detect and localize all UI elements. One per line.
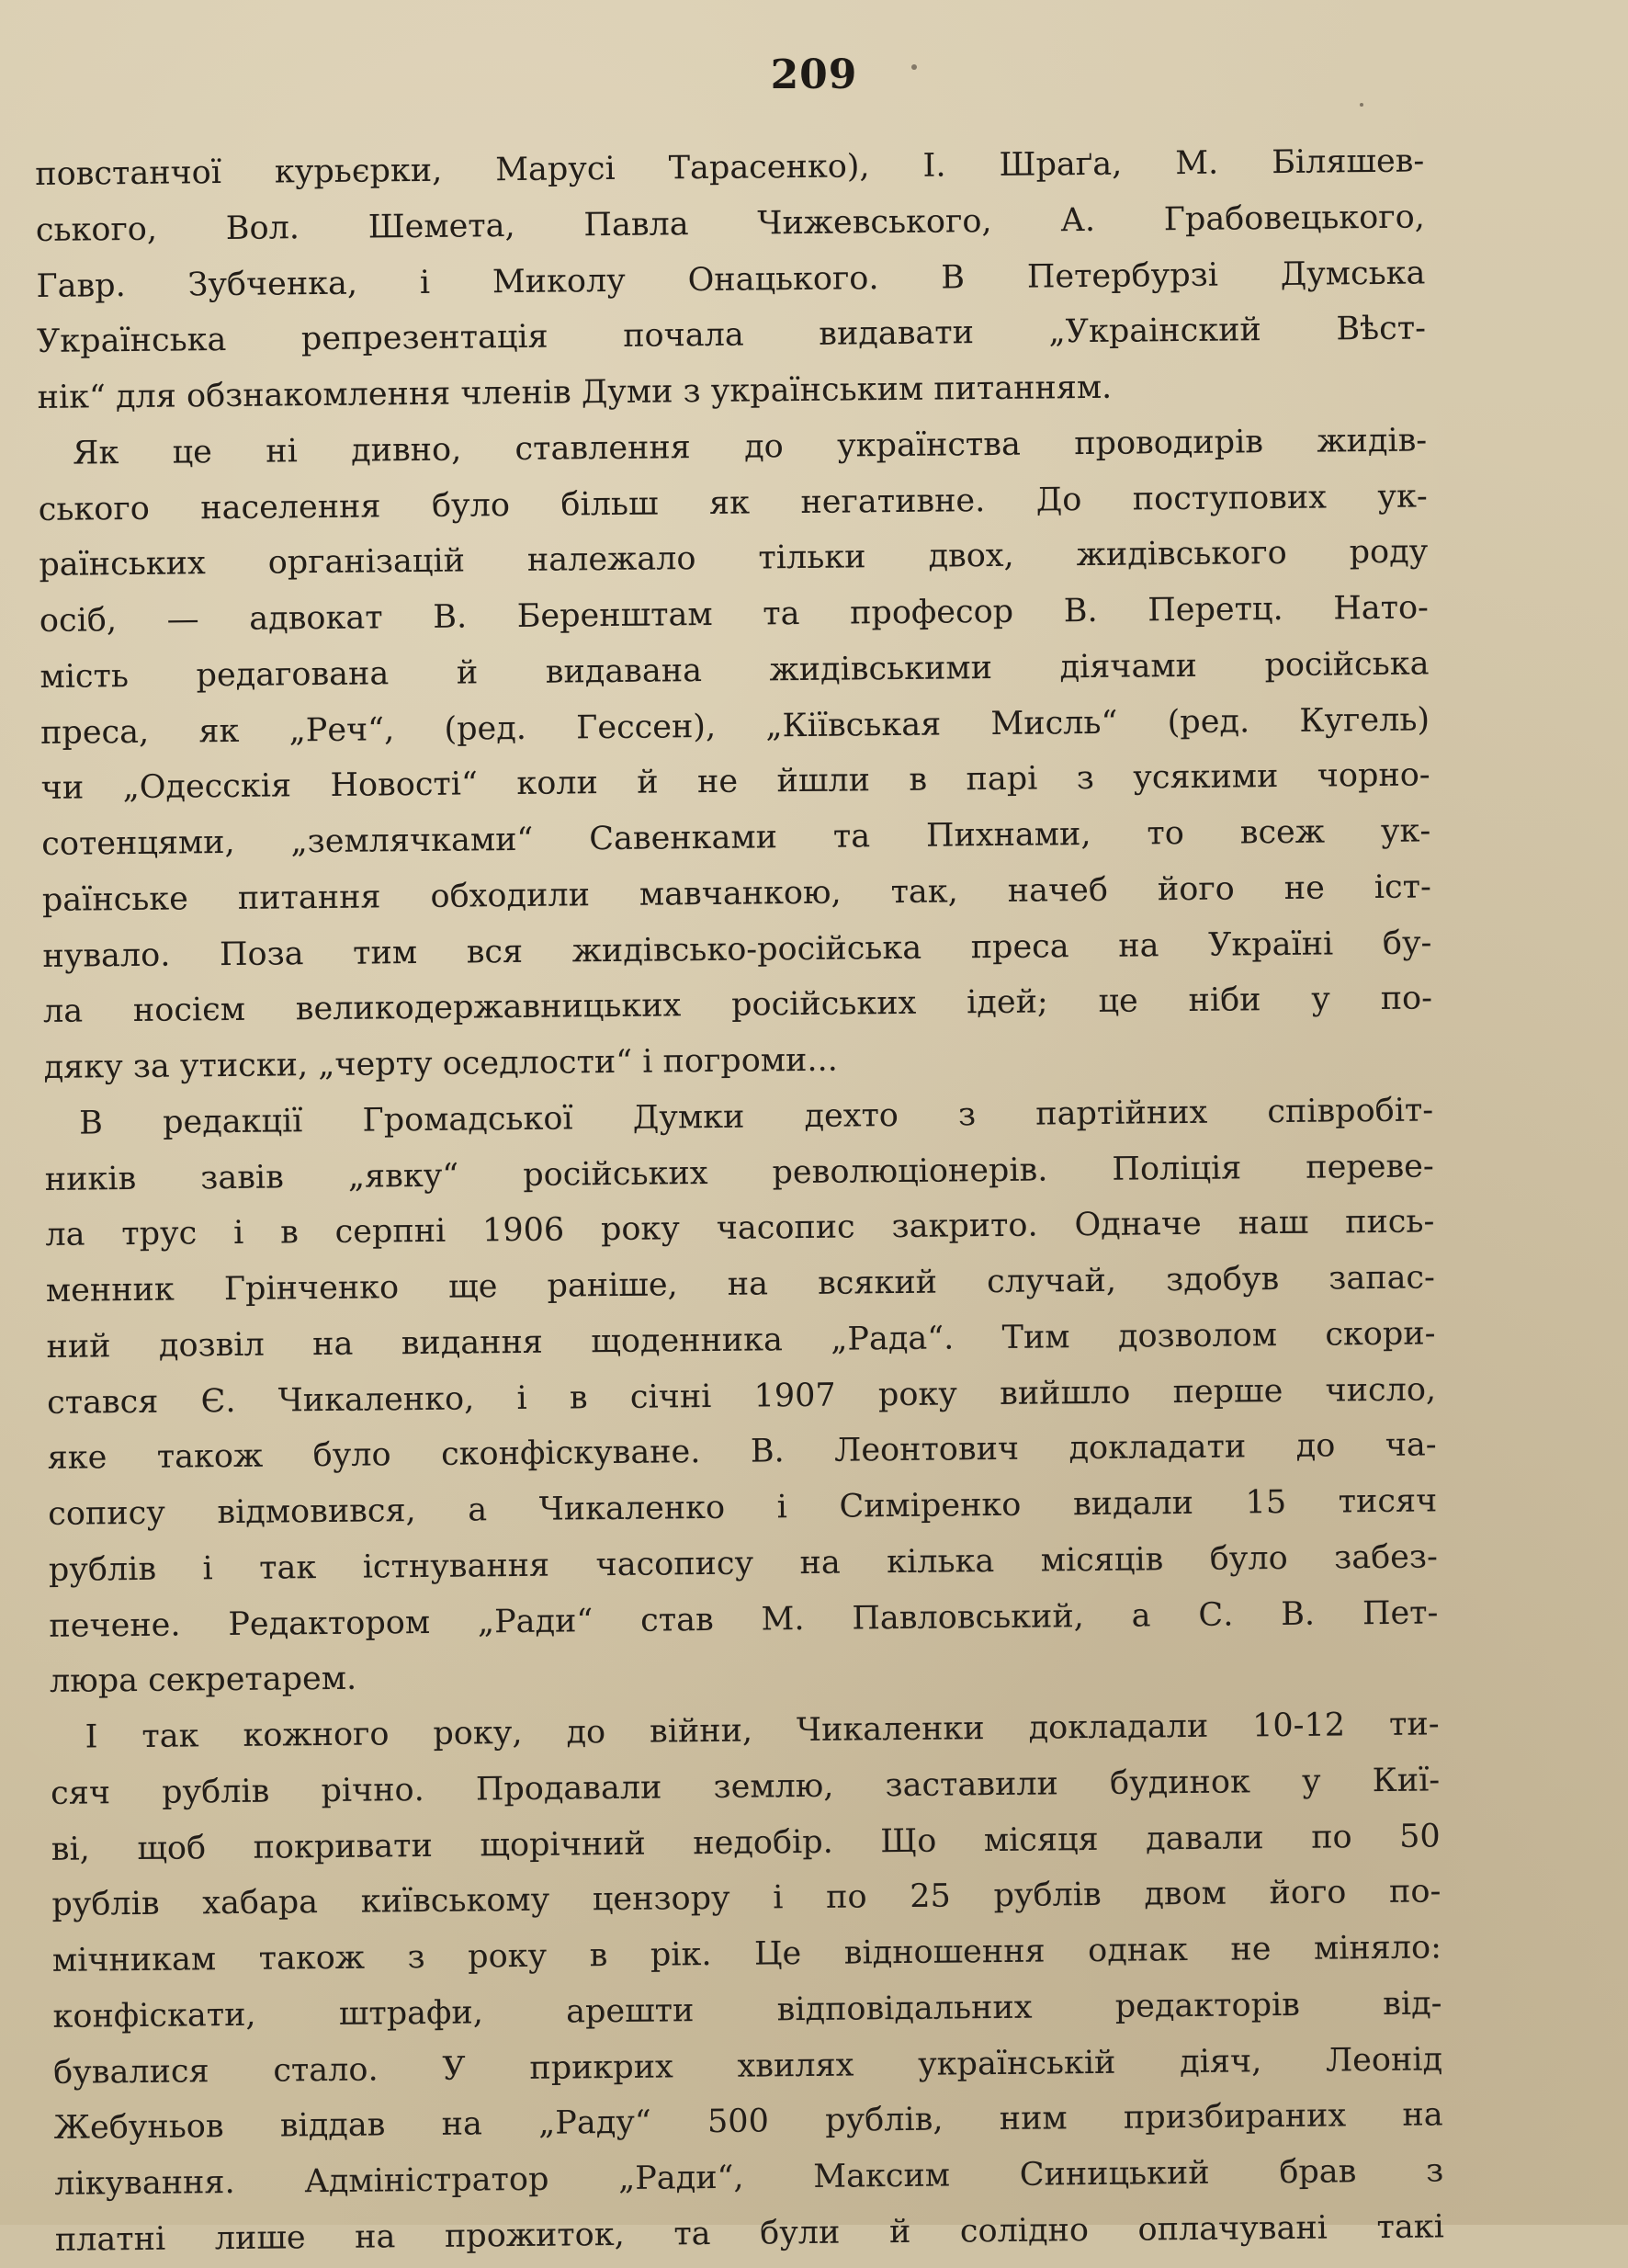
text-line: люра секретарем.: [49, 1660, 357, 1701]
text-line: дяку за утиски, „черту оседлости“ і погроми...: [43, 1041, 838, 1086]
text-line: ського населення було більш як негативне. До поступових ук-: [38, 477, 1428, 528]
text-line: ві, щоб покривати щорічний недобір. Що місяця давали по 50: [51, 1817, 1441, 1868]
text-line: повстанчої курьєрки, Марусі Тарасенко), І. Шраґа, М. Біляшев-: [35, 142, 1425, 193]
text-line: ників завів „явку“ російських революціонерів. Поліція переве-: [44, 1147, 1434, 1198]
text-line: Як це ні дивно, ставлення до українства проводирів жидів-: [73, 422, 1428, 472]
text-line: мість редагована й видавана жидівськими діячами російська: [40, 645, 1430, 696]
text-line: бувалися стало. У прикрих хвилях українській діяч, Леонід: [52, 2040, 1443, 2092]
ink-speck: [1360, 103, 1363, 107]
text-line: яке також було сконфіскуване. В. Леонтович докладати до ча-: [47, 1426, 1437, 1478]
text-line: печене. Редактором „Ради“ став М. Павловський, а С. В. Пет-: [49, 1593, 1439, 1645]
text-line: раїнське питання обходили мавчанкою, так, начеб його не іст-: [41, 868, 1431, 919]
text-line: ла носієм великодержавницьких російських ідей; це ніби у по-: [42, 980, 1433, 1031]
text-line: І так кожного року, до війни, Чикаленки докладали 10-12 ти-: [85, 1706, 1440, 1756]
text-line: ла трус і в серпні 1906 року часопис закрито. Одначе наш пись-: [45, 1203, 1435, 1254]
text-line: платні лише на прожиток, та були й солідно оплачувані такі: [54, 2208, 1444, 2259]
ink-speck: [911, 64, 917, 70]
text-line: ний дозвіл на видання щоденника „Рада“. Тим дозволом скори-: [46, 1315, 1436, 1366]
text-line: менник Грінченко ще раніше, на всякий случай, здобув запас-: [45, 1259, 1436, 1310]
text-line: преса, як „Реч“, (ред. Гессен), „Кіївськая Мисль“ (ред. Кугель): [40, 700, 1430, 752]
text-line: чи „Одесскія Новості“ коли й не йшли в парі з усякими чорно-: [40, 756, 1430, 808]
text-line: Гавр. Зубченка, і Миколу Онацького. В Петербурзі Думська: [36, 254, 1426, 305]
text-line: раїнських організацій належало тільки двох, жидівського роду: [39, 533, 1429, 584]
text-line: Жебуньов віддав на „Раду“ 500 рублів, ним призбираних на: [53, 2096, 1443, 2148]
text-line: осіб, — адвокат В. Беренштам та професор В. Перетц. Нато-: [39, 589, 1430, 640]
text-line: ського, Вол. Шемета, Павла Чижевського, А. Грабовецького,: [35, 198, 1425, 249]
text-line: сотенцями, „землячками“ Савенками та Пихнами, то всеж ук-: [41, 812, 1431, 863]
text-line: лікування. Адміністратор „Ради“, Максим Синицький брав з: [54, 2152, 1444, 2203]
text-line: конфіскати, штрафи, арешти відповідальних редакторів від-: [52, 1985, 1442, 2036]
text-line: сяч рублів річно. Продавали землю, заставили будинок у Киї-: [51, 1762, 1441, 1812]
text-line: нувало. Поза тим вся жидівсько-російська преса на Україні бу-: [42, 924, 1432, 975]
text-line: нік“ для обзнакомлення членів Думи з українським питанням.: [37, 369, 1113, 416]
text-line: стався Є. Чикаленко, і в січні 1907 року вийшло перше число,: [46, 1370, 1437, 1422]
text-line: рублів і так істнування часопису на кілька місяців було забез-: [48, 1538, 1438, 1589]
text-line: мічникам також з року в рік. Це відношення однак не міняло:: [51, 1929, 1442, 1979]
text-line: В редакції Громадської Думки дехто з партійних співробіт-: [79, 1092, 1434, 1142]
text-line: рублів хабара київському цензору і по 25 рублів двом його по-: [51, 1873, 1441, 1924]
page-number: 209: [770, 51, 858, 98]
text-line: сопису відмовився, а Чикаленко і Симіренко видали 15 тисяч: [48, 1482, 1438, 1533]
body-text: [35, 133, 1444, 2268]
text-line: Українська репрезентація почала видавати „Украінский Вѣст-: [36, 310, 1427, 361]
